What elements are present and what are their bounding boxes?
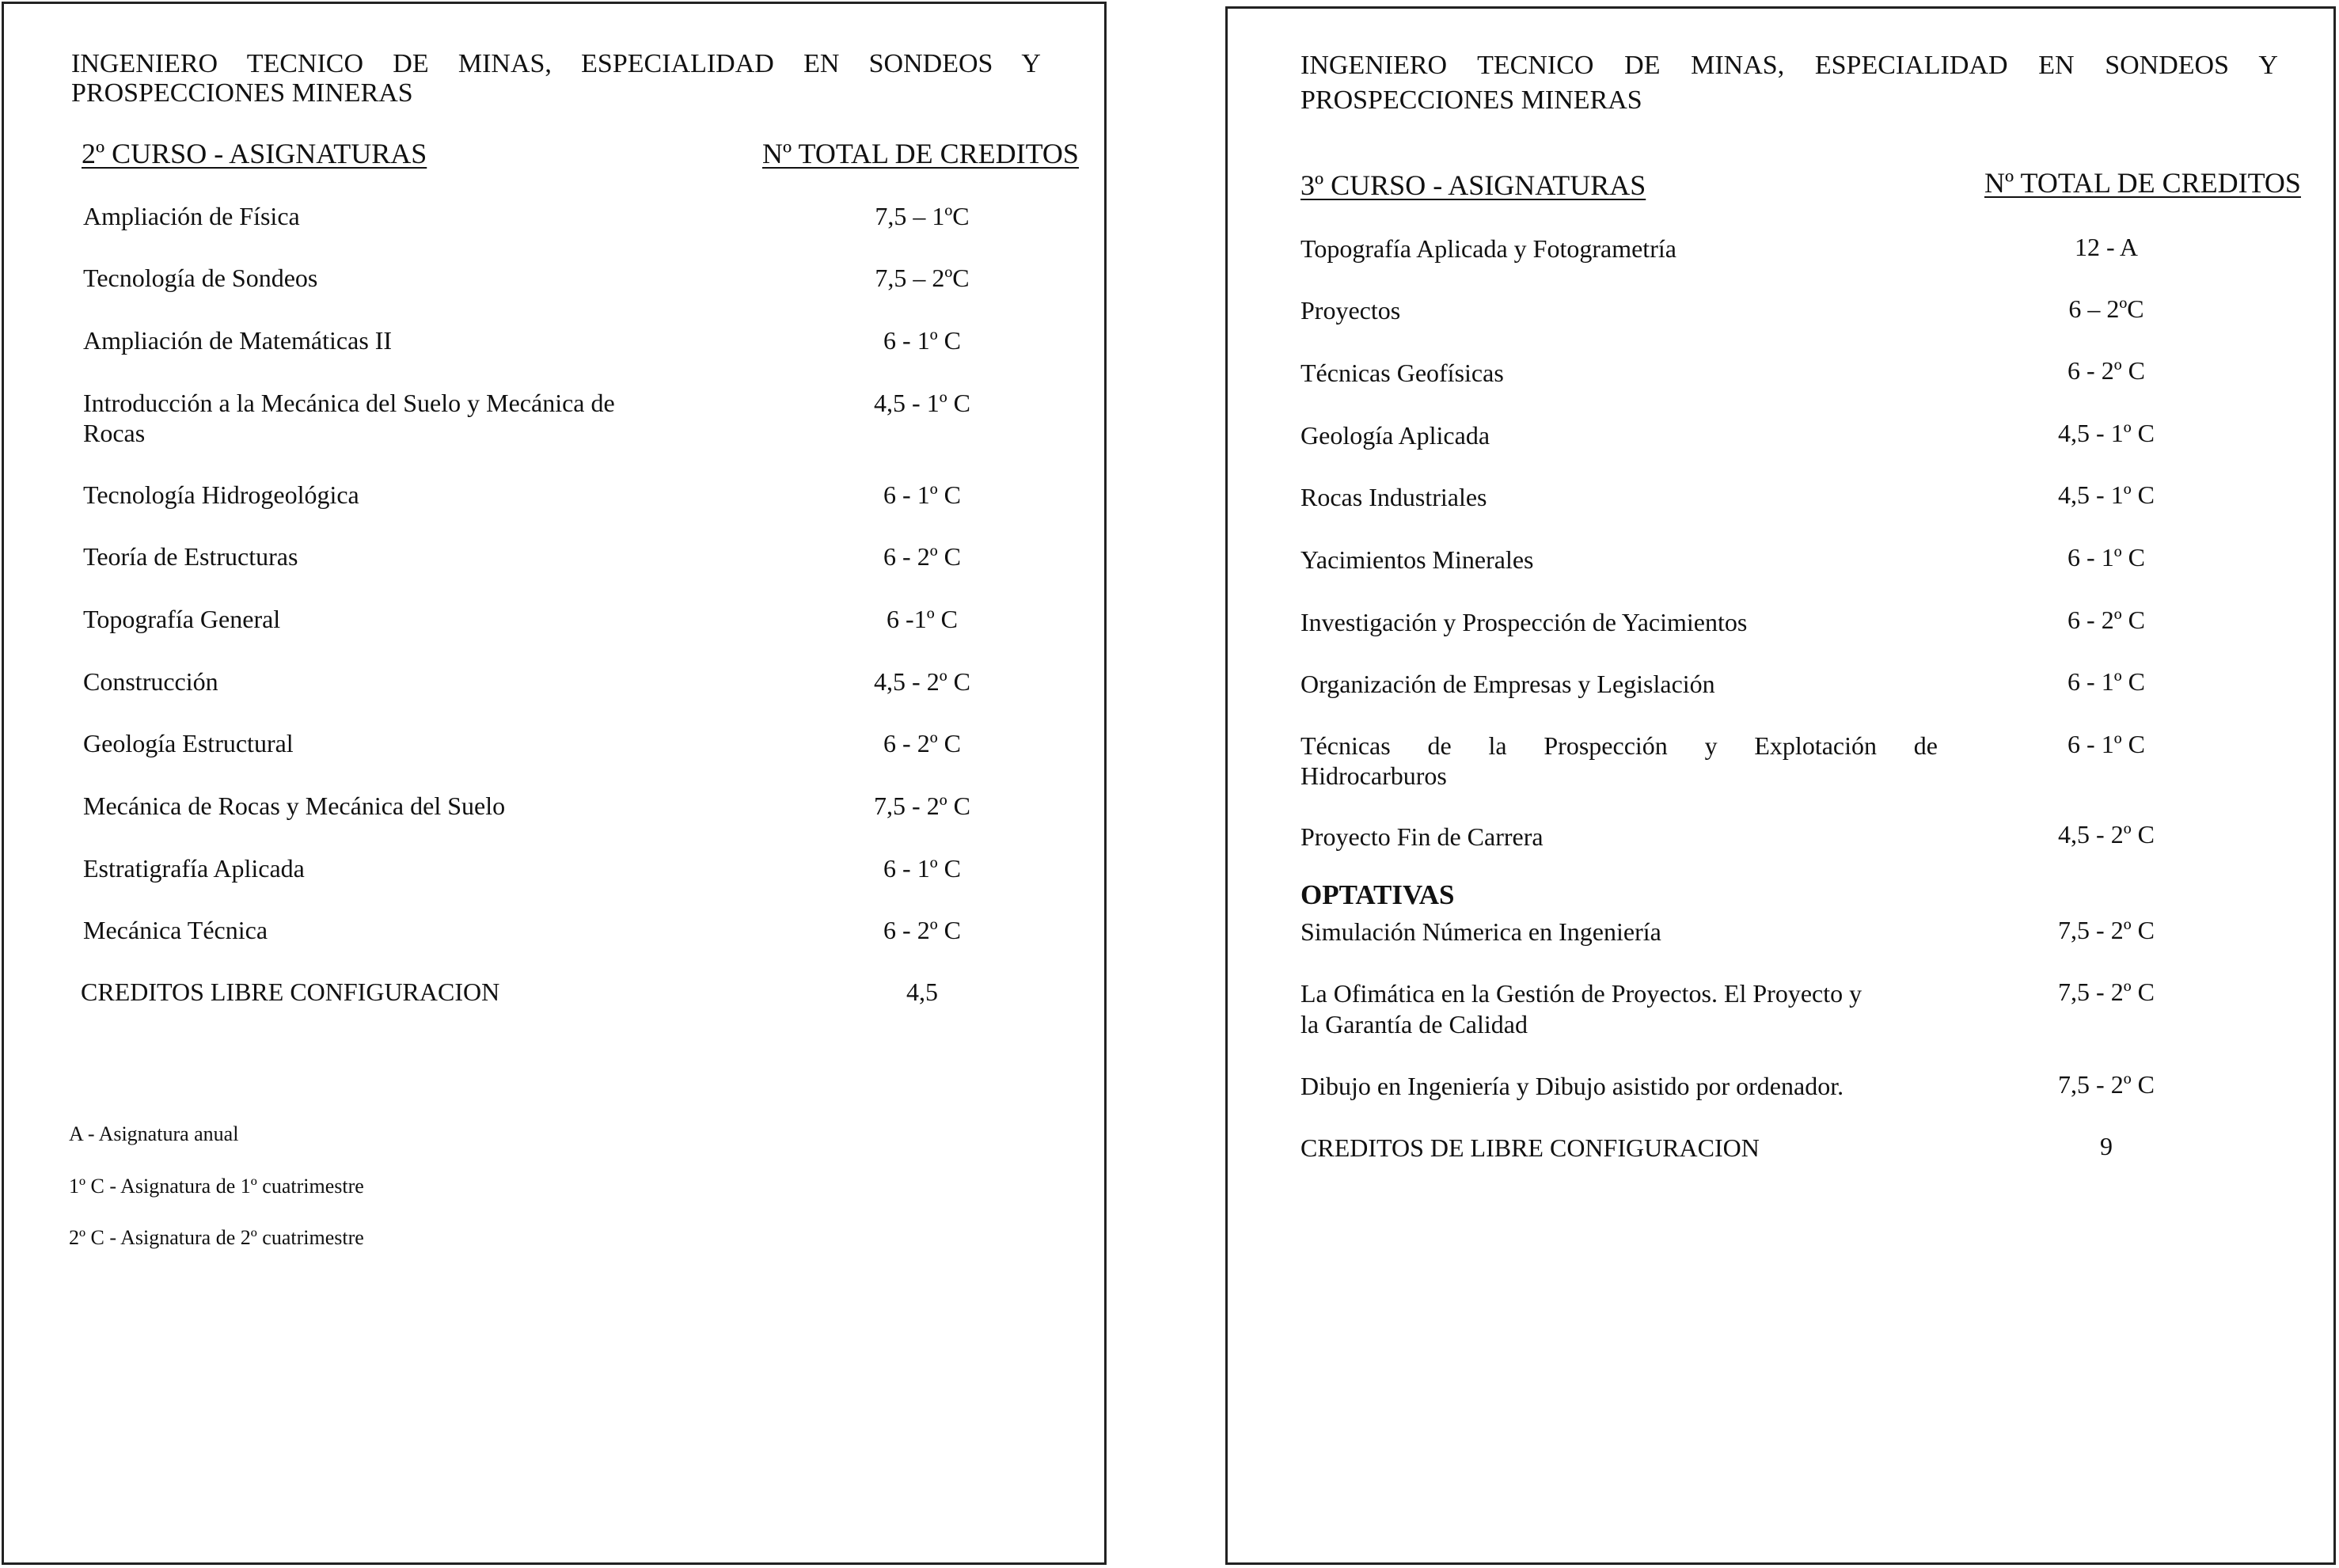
subject-name: Introducción a la Mecánica del Suelo y Mecánica de: [83, 389, 615, 417]
subject-credits: 6 - 2º C: [883, 729, 961, 757]
optativas-heading: OPTATIVAS: [1300, 879, 1455, 910]
subject-credits: 6 - 2º C: [2068, 356, 2145, 385]
subject-name: Topografía Aplicada y Fotogrametría: [1300, 234, 1676, 263]
subject-credits: 6 - 1º C: [2068, 730, 2145, 758]
subject-credits: 6 - 1º C: [2068, 667, 2145, 696]
optional-subject-credits: 7,5 - 2º C: [2058, 978, 2155, 1006]
subject-name: Ampliación de Física: [83, 202, 300, 230]
subject-credits: 6 - 1º C: [883, 480, 961, 509]
free-credits-label: CREDITOS DE LIBRE CONFIGURACION: [1300, 1133, 1760, 1162]
subject-credits: 6 - 1º C: [883, 326, 961, 355]
subject-name: [1300, 731, 1938, 761]
subject-credits: 6 - 2º C: [2068, 606, 2145, 634]
subject-credits: 7,5 – 2ºC: [875, 264, 970, 292]
optional-subject-name: Simulación Númerica en Ingeniería: [1300, 917, 1661, 946]
subject-name: Investigación y Prospección de Yacimientos: [1300, 608, 1748, 636]
subject-name: Teoría de Estructuras: [83, 542, 298, 571]
subject-credits: 6 - 2º C: [883, 916, 961, 944]
subject-credits: 6 - 1º C: [883, 854, 961, 883]
optional-subject-name: Dibujo en Ingeniería y Dibujo asistido por ordenador.: [1300, 1072, 1844, 1100]
subject-name: Construcción: [83, 667, 218, 696]
subject-credits: 4,5 - 1º C: [874, 389, 970, 417]
subject-credits: 6 - 2º C: [883, 542, 961, 571]
subject-credits: 4,5 - 1º C: [2058, 480, 2155, 509]
page-third-year: [1225, 6, 2336, 1565]
credits-column-header: Nº TOTAL DE CREDITOS: [1984, 167, 2301, 199]
subject-credits: 12 - A: [2075, 233, 2138, 261]
subject-name: Yacimientos Minerales: [1300, 545, 1534, 574]
subject-credits: 4,5 - 2º C: [2058, 820, 2155, 849]
subject-name: Proyecto Fin de Carrera: [1300, 822, 1544, 851]
optional-subject-name: La Ofimática en la Gestión de Proyectos. El Proyecto y: [1300, 979, 1862, 1008]
subjects-column-header: 2º CURSO - ASIGNATURAS: [82, 138, 427, 169]
subject-name: Tecnología Hidrogeológica: [83, 480, 359, 509]
legend-first-term: 1º C - Asignatura de 1º cuatrimestre: [69, 1175, 364, 1198]
subject-credits: 4,5 - 1º C: [2058, 419, 2155, 447]
document-title-line2: PROSPECCIONES MINERAS: [71, 78, 413, 108]
subject-name: Proyectos: [1300, 296, 1401, 325]
subject-name: Estratigrafía Aplicada: [83, 854, 305, 883]
subject-credits: 6 -1º C: [887, 605, 958, 633]
subjects-column-header: 3º CURSO - ASIGNATURAS: [1300, 169, 1646, 201]
document-title-line1: INGENIERO TECNICO DE MINAS, ESPECIALIDAD EN SONDEOS Y: [1300, 51, 2278, 80]
subject-name: Geología Aplicada: [1300, 421, 1490, 450]
subject-credits: 4,5 - 2º C: [874, 667, 970, 696]
subject-name: Ampliación de Matemáticas II: [83, 326, 393, 355]
subject-name: Organización de Empresas y Legislación: [1300, 670, 1715, 698]
document-title-line2: PROSPECCIONES MINERAS: [1300, 85, 1642, 115]
optional-subject-credits: 7,5 - 2º C: [2058, 1070, 2155, 1099]
document-title-line1: INGENIERO TECNICO DE MINAS, ESPECIALIDAD EN SONDEOS Y: [71, 49, 1041, 78]
subject-name-continued: Hidrocarburos: [1300, 761, 1447, 790]
subject-name: Mecánica de Rocas y Mecánica del Suelo: [83, 792, 506, 820]
subject-name: Mecánica Técnica: [83, 916, 268, 944]
free-credits-label: CREDITOS LIBRE CONFIGURACION: [81, 978, 500, 1006]
subject-name-line1: Técnicas de la Prospección y Explotación de: [1300, 731, 1938, 760]
free-credits-value: 4,5: [906, 978, 938, 1006]
legend-second-term: 2º C - Asignatura de 2º cuatrimestre: [69, 1226, 364, 1249]
subject-credits: 6 - 1º C: [2068, 543, 2145, 571]
subject-name: Rocas Industriales: [1300, 483, 1487, 511]
legend-annual: A - Asignatura anual: [69, 1122, 239, 1145]
optional-subject-credits: 7,5 - 2º C: [2058, 916, 2155, 944]
subject-name-continued: Rocas: [83, 419, 146, 447]
page-second-year: [2, 2, 1107, 1565]
subject-name: Tecnología de Sondeos: [83, 264, 318, 292]
credits-column-header: Nº TOTAL DE CREDITOS: [762, 138, 1079, 169]
subject-name: Topografía General: [83, 605, 281, 633]
subject-credits: 6 – 2ºC: [2068, 294, 2144, 323]
free-credits-value: 9: [2100, 1132, 2113, 1160]
subject-name: Técnicas Geofísicas: [1300, 359, 1504, 387]
subject-name: Geología Estructural: [83, 729, 294, 757]
subject-credits: 7,5 - 2º C: [874, 792, 970, 820]
optional-subject-name-continued: la Garantía de Calidad: [1300, 1010, 1528, 1038]
subject-credits: 7,5 – 1ºC: [875, 202, 970, 230]
